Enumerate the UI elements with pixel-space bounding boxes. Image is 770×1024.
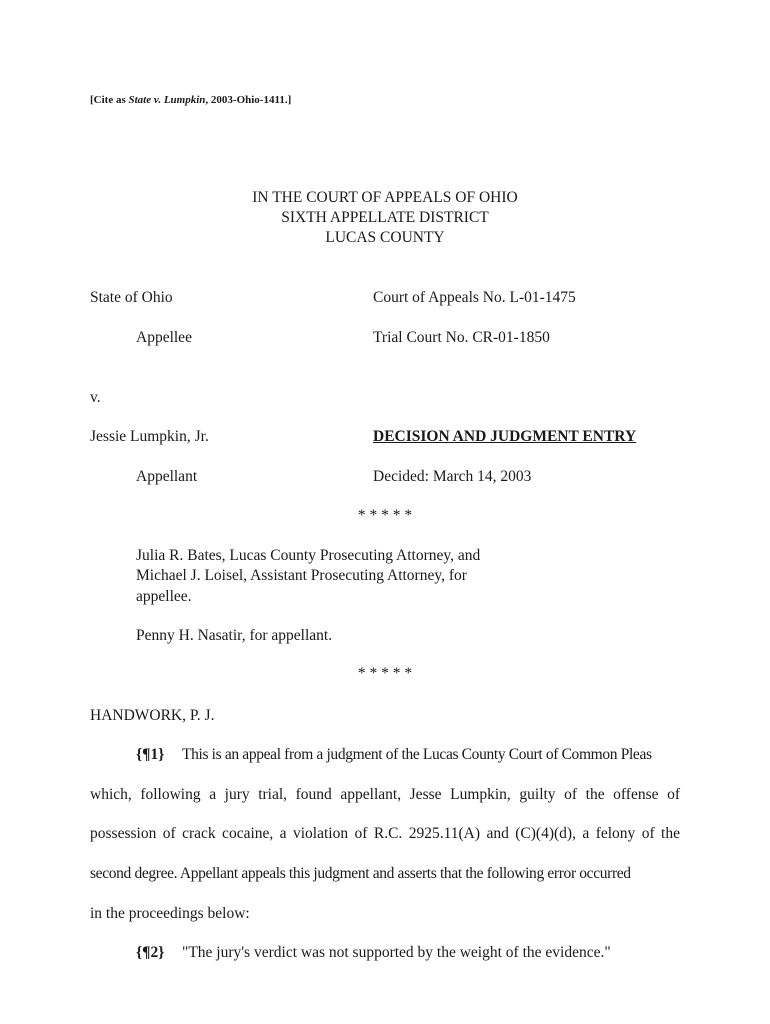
- trial-case-number: Trial Court No. CR-01-1850: [373, 329, 550, 346]
- paragraph-1-line-5: in the proceedings below:: [90, 905, 250, 922]
- entry-title: DECISION AND JUDGMENT ENTRY: [373, 428, 637, 445]
- party-appellee-role: Appellee: [136, 329, 192, 346]
- paragraph-2-text: "The jury's verdict was not supported by the weight of the evidence.": [182, 944, 611, 961]
- judge-name: HANDWORK, P. J.: [90, 707, 215, 724]
- paragraph-1-line-1: This is an appeal from a judgment of the Lucas County Court of Common Pleas: [182, 746, 652, 763]
- counsel-appellee-line-1: Julia R. Bates, Lucas County Prosecuting Attorney, and: [136, 547, 481, 564]
- paragraph-2-marker: {¶2}: [136, 944, 165, 961]
- party-appellant-role: Appellant: [136, 468, 198, 485]
- court-county: LUCAS COUNTY: [325, 229, 445, 246]
- citation: [90, 94, 291, 106]
- citation-case-name: State v. Lumpkin: [128, 94, 206, 106]
- counsel-appellee-line-2: Michael J. Loisel, Assistant Prosecuting Attorney, for: [136, 567, 467, 584]
- party-appellant-name: Jessie Lumpkin, Jr.: [90, 428, 209, 445]
- counsel-appellee-line-3: appellee.: [136, 588, 192, 605]
- paragraph-1-marker: {¶1}: [136, 746, 165, 763]
- paragraph-1-line-4: second degree. Appellant appeals this judgment and asserts that the following error occurred: [90, 865, 631, 882]
- separator-top: * * * * *: [357, 507, 413, 524]
- party-appellee-name: State of Ohio: [90, 289, 173, 306]
- paragraph-1-line-2: which, following a jury trial, found appellant, Jesse Lumpkin, guilty of the offense of: [90, 786, 680, 803]
- versus: v.: [90, 389, 101, 406]
- counsel-appellant: Penny H. Nasatir, for appellant.: [136, 627, 333, 644]
- appeals-case-number: Court of Appeals No. L-01-1475: [373, 289, 576, 306]
- citation-suffix: , 2003-Ohio-1411.]: [205, 94, 292, 106]
- paragraph-1-line-3: possession of crack cocaine, a violation of R.C. 2925.11(A) and (C)(4)(d), a felony of the: [90, 825, 680, 842]
- separator-bottom: * * * * *: [357, 665, 413, 682]
- citation-prefix: [Cite as: [90, 94, 129, 106]
- decided-date: Decided: March 14, 2003: [373, 468, 532, 485]
- court-name: IN THE COURT OF APPEALS OF OHIO: [252, 189, 518, 206]
- court-district: SIXTH APPELLATE DISTRICT: [281, 209, 489, 226]
